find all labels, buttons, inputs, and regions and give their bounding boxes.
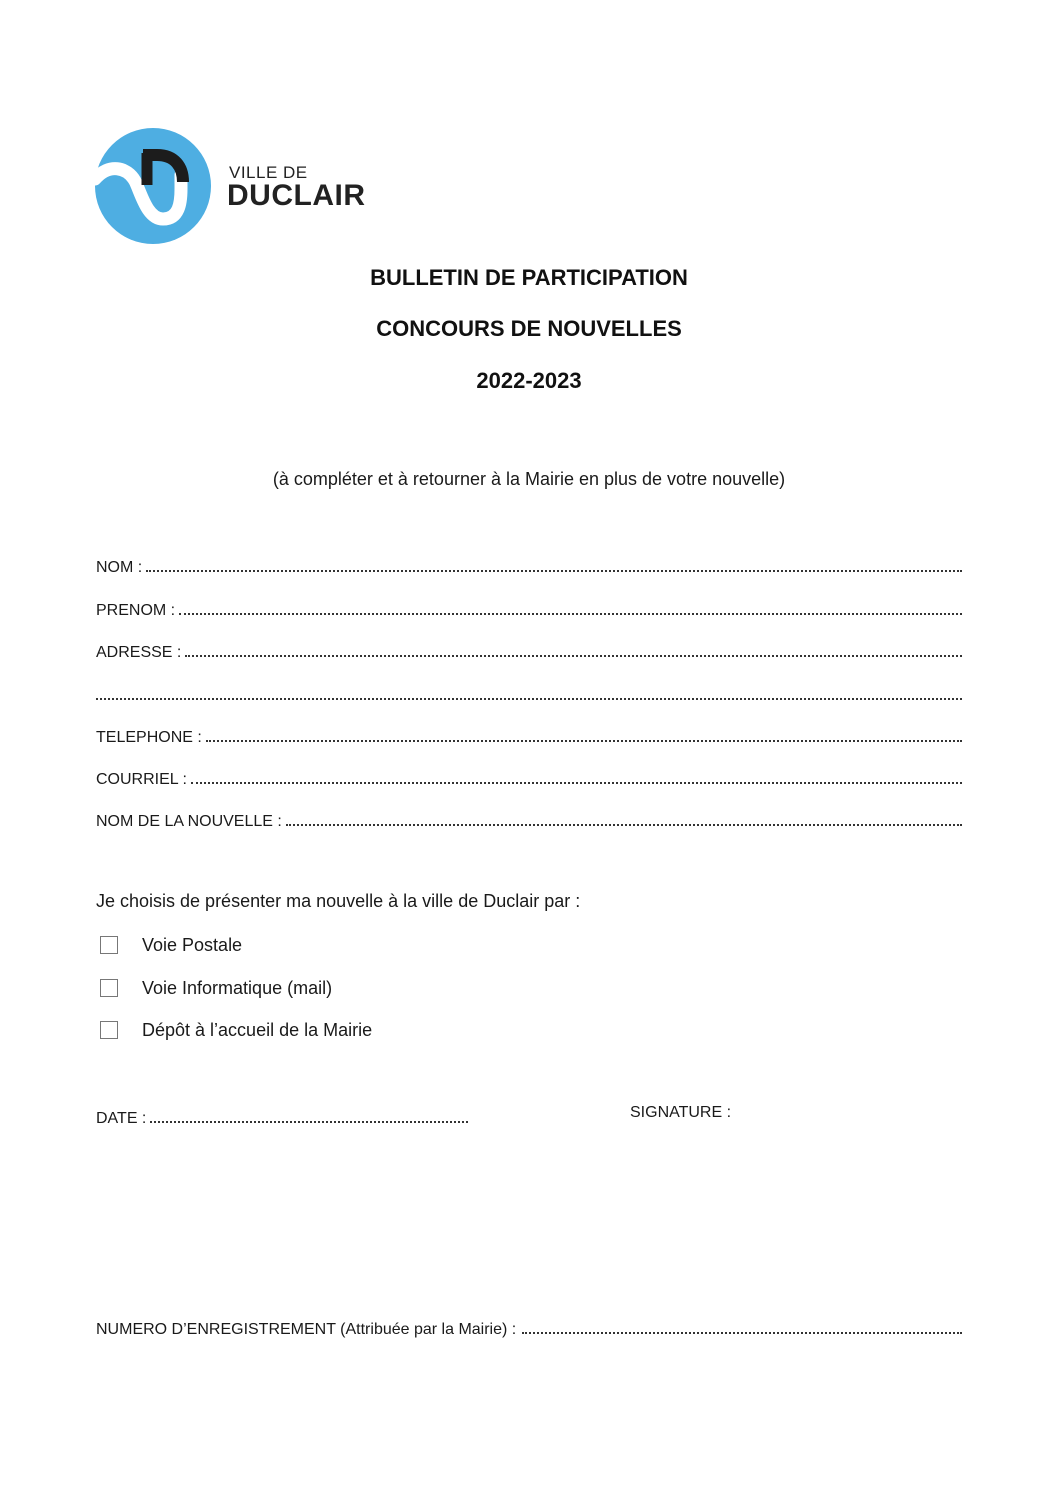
ville-de-duclair-logo	[95, 127, 395, 245]
logo-line-duclair: DUCLAIR	[227, 179, 366, 212]
duclair-emblem-icon	[95, 127, 213, 245]
title-concours: CONCOURS DE NOUVELLES	[376, 316, 682, 341]
date-label: DATE :	[96, 1110, 147, 1127]
option-label: Voie Informatique (mail)	[142, 977, 333, 998]
prenom-field[interactable]	[96, 596, 962, 620]
adresse-dotted-line[interactable]	[185, 649, 962, 657]
checkbox-icon[interactable]	[100, 936, 118, 954]
signature-label: SIGNATURE :	[630, 1104, 732, 1121]
nom-field[interactable]	[96, 553, 962, 577]
registration-dotted-line	[522, 1326, 962, 1334]
registration-number-label: NUMERO D’ENREGISTREMENT (Attribuée par la Mairie) :	[96, 1321, 517, 1338]
telephone-dotted-line[interactable]	[206, 734, 962, 742]
telephone-field[interactable]	[96, 723, 962, 747]
adresse-suite-field[interactable]	[96, 681, 962, 705]
logo-line-ville-de: VILLE DE	[229, 163, 308, 182]
telephone-label: TELEPHONE :	[96, 729, 202, 746]
adresse-field[interactable]	[96, 638, 962, 662]
prenom-label: PRENOM :	[96, 602, 176, 619]
adresse-label: ADRESSE :	[96, 644, 182, 661]
title-year: 2022-2023	[476, 368, 582, 393]
option-label: Dépôt à l’accueil de la Mairie	[142, 1019, 373, 1040]
nom-nouvelle-field[interactable]	[96, 807, 962, 831]
option-depot-accueil[interactable]	[100, 1019, 372, 1041]
courriel-label: COURRIEL :	[96, 771, 187, 788]
date-field[interactable]	[96, 1104, 468, 1128]
adresse-suite-dotted-line[interactable]	[96, 692, 962, 700]
nom-nouvelle-label: NOM DE LA NOUVELLE :	[96, 813, 282, 830]
option-voie-informatique[interactable]	[100, 977, 332, 999]
choice-prompt: Je choisis de présenter ma nouvelle à la ville de Duclair par :	[96, 891, 581, 911]
checkbox-icon[interactable]	[100, 1021, 118, 1039]
courriel-dotted-line[interactable]	[191, 776, 962, 784]
nom-nouvelle-dotted-line[interactable]	[286, 818, 962, 826]
instructions: (à compléter et à retourner à la Mairie en plus de votre nouvelle)	[272, 469, 786, 489]
nom-dotted-line[interactable]	[146, 564, 962, 572]
option-voie-postale[interactable]	[100, 934, 242, 956]
nom-label: NOM :	[96, 559, 143, 576]
date-dotted-line[interactable]	[150, 1115, 468, 1123]
checkbox-icon[interactable]	[100, 979, 118, 997]
registration-number-field	[96, 1315, 962, 1339]
title-bulletin: BULLETIN DE PARTICIPATION	[370, 265, 688, 290]
prenom-dotted-line[interactable]	[179, 607, 962, 615]
courriel-field[interactable]	[96, 765, 962, 789]
option-label: Voie Postale	[142, 934, 243, 955]
